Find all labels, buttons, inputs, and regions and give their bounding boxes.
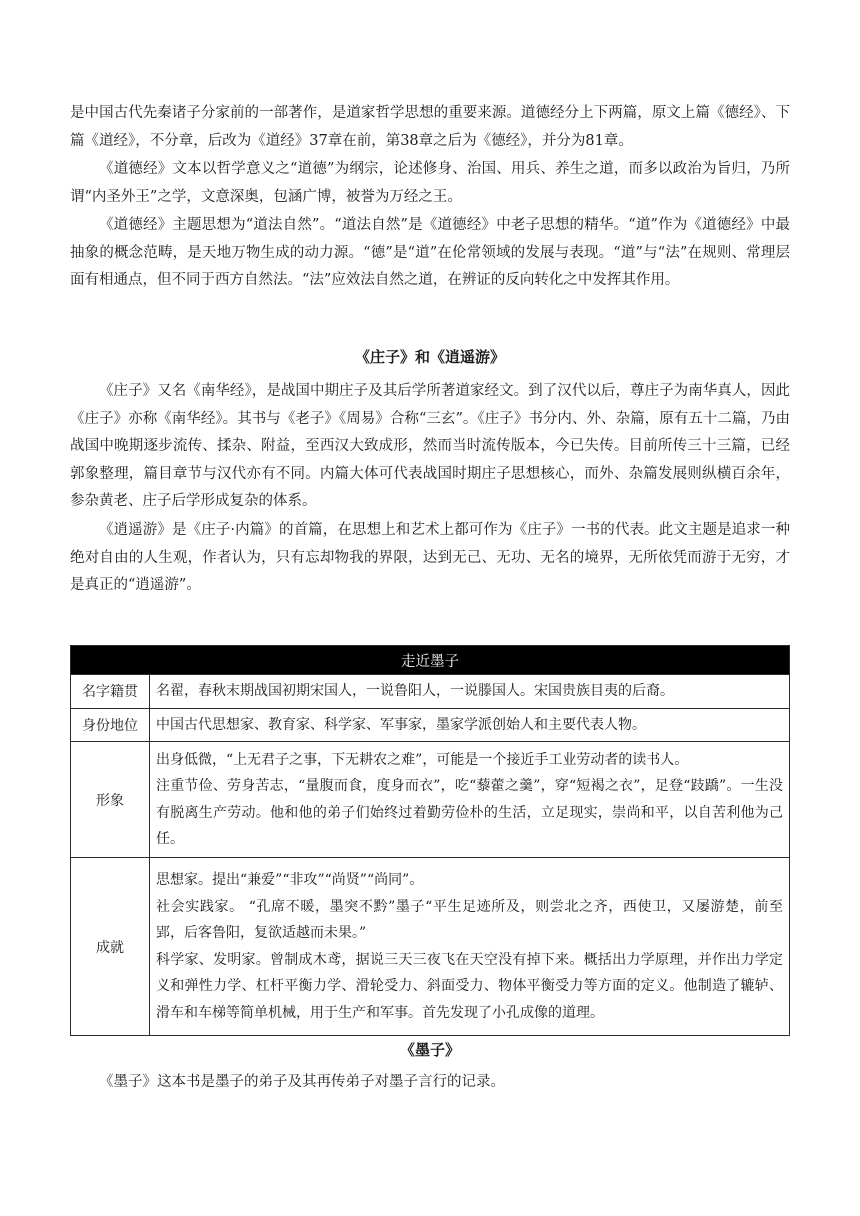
- mozi-info-table: [70, 645, 790, 1036]
- table-row-achievement: [71, 858, 790, 1036]
- table-row-name: [71, 675, 790, 709]
- image-line-1: 出身低微，“上无君子之事，下无耕农之难”，可能是一个接近手工业劳动者的读书人。: [156, 751, 689, 768]
- row-label-achievement: 成就: [71, 858, 150, 1036]
- row-content-image: [150, 742, 790, 858]
- mozi-paragraph-1: 《墨子》这本书是墨子的弟子及其再传弟子对墨子言行的记录。: [99, 1074, 505, 1090]
- achievement-line-3: 科学家、发明家。曾制成木鸢，据说三天三夜飞在天空没有掉下来。概括出力学原理，并作出力学定义和弹性力学、杠杆平衡力学、滑轮受力、斜面受力、物体平衡受力等方面的定义。他制造了辘轳、滑车和车梯等简单机械，用于生产和军事。首先发现了小孔成像的道理。: [156, 951, 783, 1021]
- achievement-line-1: 思想家。提出“兼爱”“非攻”“尚贤”“尚同”。: [156, 872, 424, 888]
- table-row-image: [71, 742, 790, 858]
- row-label-name: 名字籍贯: [71, 675, 150, 709]
- row-label-image: 形象: [71, 742, 150, 858]
- row-content-name: 名翟，春秋末期战国初期宋国人，一说鲁阳人，一说滕国人。宋国贵族目夷的后裔。: [150, 675, 790, 709]
- achievement-line-2: 社会实践家。 “孔席不暖，墨突不黔”墨子“平生足迹所及，则尝北之齐，西使卫，又屡游楚，前至郢，后客鲁阳，复欲适越而未果。”: [156, 898, 783, 941]
- daodejing-paragraph-2: 《道德经》文本以哲学意义之“道德”为纲宗，论述修身、治国、用兵、养生之道，而多以政治为旨归，乃所谓“内圣外王”之学，文意深奥，包涵广博，被誉为万经之王。: [70, 161, 790, 205]
- zhuangzi-section-title: 《庄子》和《逍遥游》: [354, 348, 505, 366]
- daodejing-paragraph-1: 是中国古代先秦诸子分家前的一部著作，是道家哲学思想的重要来源。道德经分上下两篇，原文上篇《德经》、下篇《道经》，不分章，后改为《道经》37章在前，第38章之后为《德经》，并分为81章。: [70, 105, 790, 149]
- table-header: 走近墨子: [71, 646, 790, 675]
- table-row-status: [71, 708, 790, 742]
- xiaoyaoyou-paragraph: 《逍遥游》是《庄子·内篇》的首篇，在思想上和艺术上都可作为《庄子》一书的代表。此文主题是追求一种绝对自由的人生观，作者认为，只有忘却物我的界限，达到无己、无功、无名的境界，无所依凭而游于无穷，才是真正的“逍遥游”。: [70, 522, 790, 593]
- table-header-row: [71, 646, 790, 675]
- zhuangzi-paragraph-1: 《庄子》又名《南华经》，是战国中期庄子及其后学所著道家经文。到了汉代以后，尊庄子为南华真人，因此《庄子》亦称《南华经》。其书与《老子》《周易》合称“三玄”。《庄子》书分内、外、杂篇，原有五十二篇，乃由战国中晚期逐步流传、揉杂、附益，至西汉大致成形，然而当时流传版本，今已失传。目前所传三十三篇，已经郭象整理，篇目章节与汉代亦有不同。内篇大体可代表战国时期庄子思想核心，而外、杂篇发展则纵横百余年，参杂黄老、庄子后学形成复杂的体系。: [70, 383, 790, 509]
- row-content-status: 中国古代思想家、教育家、科学家、军事家，墨家学派创始人和主要代表人物。: [150, 708, 790, 742]
- daodejing-paragraph-3: 《道德经》主题思想为“道法自然”。“道法自然”是《道德经》中老子思想的精华。“道”作为《道德经》中最抽象的概念范畴，是天地万物生成的动力源。“德”是“道”在伦常领域的发展与表现。“道”与“法”在规则、常理层面有相通点，但不同于西方自然法。“法”应效法自然之道，在辨证的反向转化之中发挥其作用。: [70, 217, 790, 288]
- row-label-status: 身份地位: [71, 708, 150, 742]
- row-content-achievement: [150, 858, 790, 1036]
- mozi-section-title: 《墨子》: [399, 1041, 460, 1059]
- image-line-2: 注重节俭、劳身苦志，“量腹而食，度身而衣”，吃“藜藿之羹”，穿“短褐之衣”，足登“跂蹻”。一生没有脱离生产劳动。他和他的弟子们始终过着勤劳俭朴的生活，立足现实，崇尚和平，以自苦利他为己任。: [156, 778, 783, 847]
